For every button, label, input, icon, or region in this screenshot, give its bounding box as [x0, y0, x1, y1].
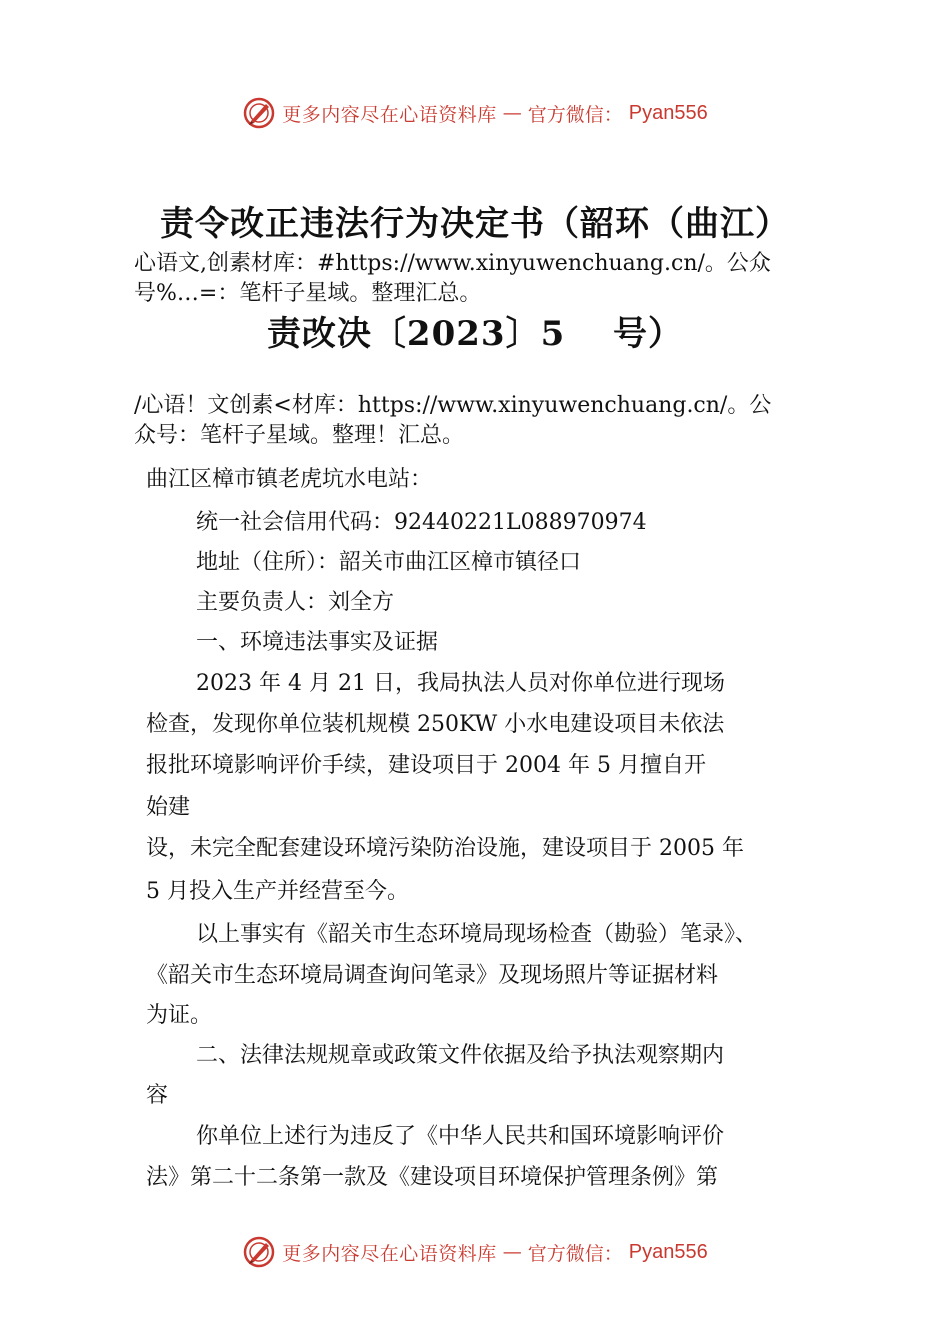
watermark-line-1: 心语文,创素材库：#https://www.xinyuwenchuang.cn/。公众 [134, 251, 771, 276]
watermark-line-3: /心语！文创素<材库：https://www.xinyuwenchuang.cn/。公 [134, 393, 772, 418]
document-number: 责改决〔2023〕5 号） [266, 314, 684, 354]
recipient: 曲江区樟市镇老虎坑水电站： [146, 467, 433, 492]
banner-wechat-label: 官方微信： [527, 103, 623, 126]
pen-logo-icon [242, 96, 276, 130]
banner-brand-text: 更多内容尽在心语资料库 [282, 103, 497, 126]
top-banner [0, 93, 950, 133]
document-title: 责令改正违法行为决定书（韶环（曲江） [160, 204, 790, 244]
section-1-heading: 一、环境违法事实及证据 [196, 630, 439, 655]
section-2-line-2: 容 [146, 1083, 169, 1108]
banner-dash: — [502, 102, 522, 124]
paragraph-3-line-1: 你单位上述行为违反了《中华人民共和国环境影响评价 [196, 1124, 725, 1149]
paragraph-2-line-1: 以上事实有《韶关市生态环境局现场检查（勘验）笔录》、 [196, 922, 758, 947]
watermark-line-4: 众号：笔杆子星域。整理！汇总。 [134, 423, 465, 448]
paragraph-1-line-5: 设，未完全配套建设环境污染防治设施，建设项目于 2005 年 [146, 836, 744, 861]
pen-logo-icon [242, 1235, 276, 1269]
banner-brand-text: 更多内容尽在心语资料库 [282, 1242, 497, 1265]
paragraph-2-line-3: 为证。 [146, 1003, 213, 1028]
banner-dash: — [502, 1241, 522, 1263]
paragraph-1-line-3: 报批环境影响评价手续，建设项目于 2004 年 5 月擅自开 [146, 753, 706, 778]
banner-wechat-id: Pyan556 [628, 101, 708, 124]
bottom-banner [0, 1232, 950, 1272]
banner-wechat-id: Pyan556 [628, 1240, 708, 1263]
paragraph-1-line-2: 检查，发现你单位装机规模 250KW 小水电建设项目未依法 [146, 712, 725, 737]
banner-wechat-label: 官方微信： [527, 1242, 623, 1265]
paragraph-1-line-1: 2023 年 4 月 21 日，我局执法人员对你单位进行现场 [196, 671, 725, 696]
paragraph-3-line-2: 法》第二十二条第一款及《建设项目环境保护管理条例》第 [146, 1165, 719, 1190]
responsible-person: 主要负责人：刘全方 [196, 590, 395, 615]
section-2-line-1: 二、法律法规规章或政策文件依据及给予执法观察期内 [196, 1043, 725, 1068]
paragraph-1-line-6: 5 月投入生产并经营至今。 [146, 879, 409, 904]
paragraph-2-line-2: 《韶关市生态环境局调查询问笔录》及现场照片等证据材料 [146, 963, 719, 988]
paragraph-1-line-4: 始建 [146, 795, 191, 820]
watermark-line-2: 号%…=：笔杆子星域。整理汇总。 [134, 281, 482, 306]
credit-code: 统一社会信用代码：92440221L088970974 [196, 510, 647, 535]
address: 地址（住所）：韶关市曲江区樟市镇径口 [196, 550, 582, 575]
